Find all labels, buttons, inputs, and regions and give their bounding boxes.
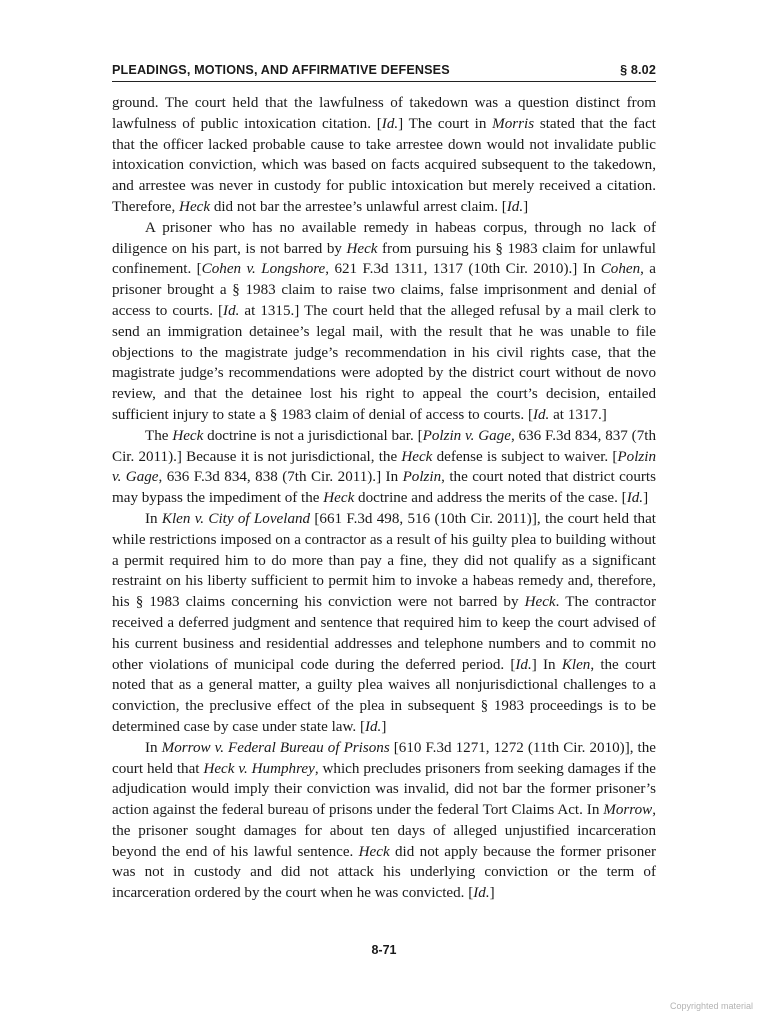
italic-citation: Id. [515, 656, 532, 673]
text-run: , the prisoner sought damages for about ten days of alleged unjustified incarceration beyond the end of his lawful sentence. [112, 802, 656, 860]
text-run: The [145, 427, 173, 444]
text-run: ] In [531, 656, 562, 673]
text-run: , which precludes prisoners from seeking damages if the adjudication would imply their conviction was invalid, did not bar the former prisoner’s action against the federal bureau of prisons under the federal Tort Claims Act. In [112, 760, 656, 819]
text-run: , a prisoner brought a § 1983 claim to raise two claims, false imprisonment and denial of access to courts. [ [112, 261, 657, 319]
text-run: In [145, 739, 162, 756]
text-run: did not apply because the former prisoner was not in custody and did not attack his underlying conviction or the term of incarceration ordered by the court when he was convicted. [ [112, 843, 656, 902]
italic-citation: Heck [172, 427, 204, 444]
text-run: at 1317.] [549, 406, 607, 423]
page-number: 8-71 [371, 943, 397, 957]
text-run: , 621 F.3d 1311, 1317 (10th Cir. 2010).] In [325, 261, 601, 278]
italic-citation: Id. [364, 718, 382, 735]
italic-citation: Heck [323, 490, 355, 507]
text-run: stated that the fact that the officer lacked probable cause to take arrestee down would not invalidate public intoxication conviction, which was based on facts acquired subsequent to the takedown, and arrestee was never in custody for public intoxication but merely received a citation. Therefore, [112, 115, 657, 215]
text-run: A prisoner who has no available remedy in habeas corpus, through no lack of diligence on his part, is not barred by [112, 219, 656, 257]
italic-citation: Heck [179, 198, 211, 215]
italic-citation: Polzin [402, 469, 442, 486]
text-run: doctrine is not a jurisdictional bar. [ [203, 427, 423, 444]
text-run: at 1315.] The court held that the alleged refusal by a mail clerk to send an immigration detainee’s legal mail, with the result that he was unable to file objections to the magistrate judge’s recommendation in his civil rights case, that the magistrate judge’s recommendations were adopted by the district court without de novo review, and that the detainee lost his right to appeal the court’s decision, entailed sufficient injury to state a § 1983 claim of denial of access to courts. [ [112, 302, 656, 423]
body-paragraph [112, 93, 656, 218]
body-text [112, 93, 656, 904]
italic-citation: Id. [626, 490, 644, 507]
text-run: , the court noted that as a general matter, a guilty plea waives all nonjurisdictional challenges to a conviction, the preclusive effect of the plea in subsequent § 1983 proceedings is to be determined case by case under state law. [ [112, 656, 656, 735]
italic-citation: Cohen v. Longshore [201, 261, 326, 278]
italic-citation: Id. [473, 885, 490, 902]
text-run: , 636 F.3d 834, 837 (7th Cir. 2011).] Because it is not jurisdictional, the [112, 427, 656, 465]
section-number: § 8.02 [620, 63, 656, 77]
italic-citation: Id. [223, 302, 240, 319]
italic-citation: Klen v. City of Loveland [161, 510, 311, 527]
running-header [112, 61, 656, 82]
text-run: [661 F.3d 498, 516 (10th Cir. 2011)], the court held that while restrictions imposed on a contractor as a result of his guilty plea to building without a permit required him to do more than pay a fine, they did not qualify as a significant restraint on his liberty sufficient to permit him to invoke a habeas remedy and, therefore, his § 1983 claims concerning his conviction were not barred by [112, 510, 656, 611]
text-run: ] [489, 885, 495, 902]
text-run: did not bar the arrestee’s unlawful arrest claim. [ [210, 198, 507, 215]
italic-citation: Morrow [603, 802, 653, 819]
text-run: doctrine and address the merits of the case. [ [354, 490, 627, 507]
italic-citation: Klen [561, 656, 591, 673]
italic-citation: Heck [346, 240, 378, 257]
body-paragraph [112, 509, 656, 738]
body-paragraph [112, 426, 656, 509]
text-run: ] The court in [398, 115, 493, 132]
text-run: , 636 F.3d 834, 838 (7th Cir. 2011).] In [158, 469, 403, 486]
chapter-title: PLEADINGS, MOTIONS, AND AFFIRMATIVE DEFENSES [112, 63, 450, 77]
text-run: . The contractor received a deferred judgment and sentence that required him to keep the court advised of his current business and residential addresses and telephone numbers and to commit no other violations of municipal code during the deferred period. [ [112, 594, 656, 673]
italic-citation: Morris [492, 115, 535, 132]
italic-citation: Id. [381, 115, 399, 132]
copyright-watermark: Copyrighted material [669, 1001, 753, 1011]
italic-citation: Morrow v. Federal Bureau of Prisons [161, 739, 390, 756]
body-paragraph [112, 218, 656, 426]
body-paragraph [112, 738, 656, 904]
text-run: ] [381, 718, 387, 735]
italic-citation: Heck [524, 594, 556, 611]
italic-citation: Polzin v. Gage [422, 427, 511, 444]
text-run: ] [523, 198, 529, 215]
text-run: from pursuing his § 1983 claim for unlawful confinement. [ [112, 240, 656, 278]
text-run: ground. The court held that the lawfulness of takedown was a question distinct from lawfulness of public intoxication citation. [ [112, 95, 656, 132]
italic-citation: Heck [358, 843, 390, 860]
text-run: defense is subject to waiver. [ [432, 448, 618, 465]
italic-citation: Heck v. Humphrey [203, 760, 315, 777]
text-run: ] [643, 490, 649, 507]
text-run: , the court noted that district courts may bypass the impediment of the [112, 469, 656, 507]
text-run: [610 F.3d 1271, 1272 (11th Cir. 2010)], the court held that [112, 739, 656, 777]
text-run: In [145, 510, 162, 527]
italic-citation: Id. [532, 406, 550, 423]
italic-citation: Cohen [600, 261, 641, 278]
italic-citation: Polzin v. Gage [112, 448, 656, 486]
italic-citation: Id. [506, 198, 524, 215]
italic-citation: Heck [401, 448, 433, 465]
